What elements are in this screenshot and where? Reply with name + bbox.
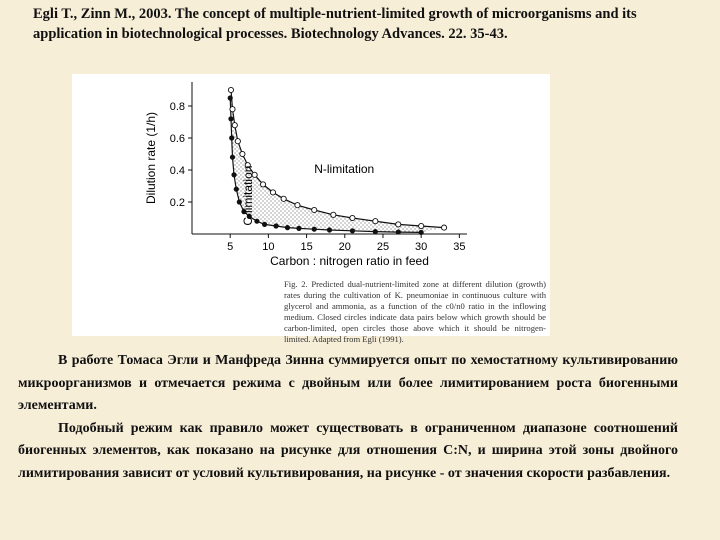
x-tick-label: 10 [262, 241, 275, 253]
y-axis-label: Dilution rate (1/h) [144, 111, 158, 205]
y-tick-label: 0.8 [169, 101, 185, 113]
open-circle-point [396, 222, 401, 227]
open-circle-point [312, 207, 317, 212]
open-circle-point [281, 196, 286, 201]
open-circle-point [270, 190, 275, 195]
closed-circle-point [254, 219, 259, 224]
c-limitation-label: C-limitation [240, 165, 255, 226]
closed-circle-point [230, 155, 235, 160]
open-circle-point [350, 215, 355, 220]
x-tick-label: 5 [227, 241, 234, 253]
open-circle-point [232, 123, 237, 128]
x-tick-label: 30 [415, 241, 428, 253]
x-axis-label: Carbon : nitrogen ratio in feed [270, 254, 429, 268]
closed-circle-point [296, 226, 301, 231]
open-circle-point [331, 212, 336, 217]
open-circle-point [441, 225, 446, 230]
closed-circle-point [262, 222, 267, 227]
closed-circle-point [285, 225, 290, 230]
open-circle-point [240, 151, 245, 156]
paragraph-2: Подобный режим как правило может существовать в ограниченном диапазоне соотношений биогенных элементов, как показано на рисунке для отношения C:N, и ширина этой зоны двойного лимитирования зависит от условий культивирования, на рисунке - от значения скорости разбавления. [18, 420, 678, 481]
open-circle-point [235, 139, 240, 144]
citation-header: Egli T., Zinn M., 2003. The concept of multiple-nutrient-limited growth of microorganisms and its application in biotechnological processes. Biotechnology Advances. 22. 35-43. [33, 6, 637, 42]
y-tick-label: 0.2 [169, 197, 185, 209]
open-circle-point [228, 87, 233, 92]
open-circle-point [295, 203, 300, 208]
open-circle-point [260, 182, 265, 187]
dual-limited-zone [230, 90, 444, 232]
n-limitation-label: N-limitation [314, 162, 375, 177]
closed-circle-point [312, 227, 317, 232]
paragraph-1: В работе Томаса Эгли и Манфреда Зинна суммируется опыт по хемостатному культивированию микроорганизмов и отмечается режима с двойным или более лимитированием роста биогенными элементами. [18, 353, 678, 413]
caption-text: Predicted dual-nutrient-limited zone at different dilution (growth) rates during the cultivation of K. pneumoniae in continuous culture with glycerol and ammonia, as a function of the c0/n0 ratio in the inflowing medium. Closed circles indicate data pairs below which growth should be carbon-limited, open circles those above which it should be nitrogen-limited. Adapted from Egli (1991). [284, 279, 546, 344]
closed-circle-point [373, 229, 378, 234]
figure [72, 74, 550, 344]
x-tick-label: 20 [338, 241, 351, 253]
closed-circle-point [228, 95, 233, 100]
x-tick-label: 25 [376, 241, 390, 253]
closed-circle-point [231, 172, 236, 177]
closed-circle-point [327, 227, 332, 232]
y-tick-label: 0.6 [169, 133, 185, 145]
figure-caption [284, 279, 546, 345]
closed-circle-point [350, 228, 355, 233]
closed-circle-point [234, 187, 239, 192]
x-tick-label: 35 [453, 241, 466, 253]
closed-circle-point [229, 135, 234, 140]
open-circle-point [419, 223, 424, 228]
closed-circle-point [273, 223, 278, 228]
closed-circle-point [228, 116, 233, 121]
y-tick-label: 0.4 [169, 165, 185, 177]
open-circle-point [230, 107, 235, 112]
open-circle-point [373, 219, 378, 224]
caption-label: Fig. 2. [284, 279, 308, 289]
body-text [18, 350, 678, 485]
x-tick-label: 15 [300, 241, 313, 253]
